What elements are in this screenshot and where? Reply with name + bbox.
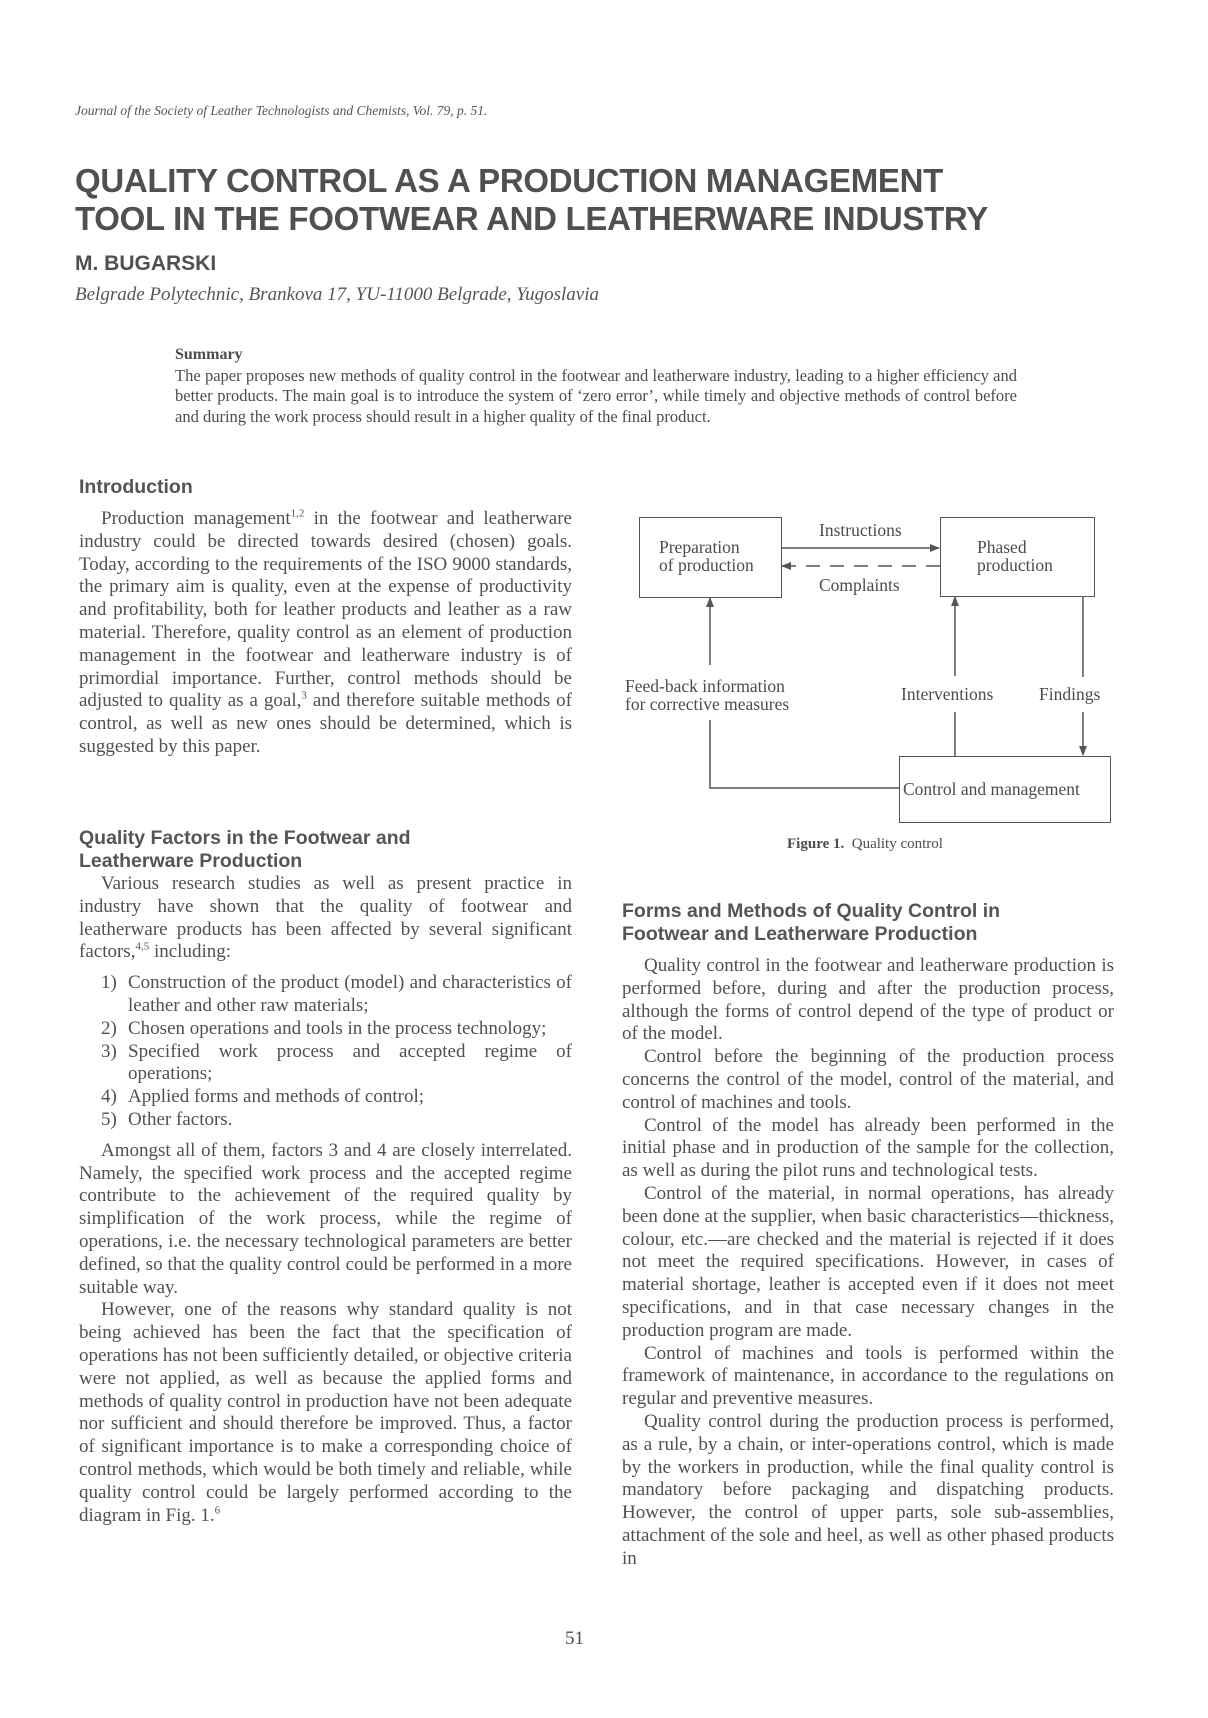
heading-line: Leatherware Production xyxy=(79,850,303,872)
factor-item xyxy=(101,1018,572,1041)
quality-factors-body xyxy=(79,873,572,1527)
title-line-1: QUALITY CONTROL AS A PRODUCTION MANAGEMENT xyxy=(75,162,944,199)
paragraph: Quality control during the production process is performed, as a rule, by a chain, or inter-operations control, which is made by the workers in production, while the final quality control is mandatory before packaging and dispatching products. However, the control of upper parts, sole sub-assemblies, attachment of the sole and heel, as well as other phased products in xyxy=(622,1410,1114,1569)
summary-heading: Summary xyxy=(175,346,243,363)
feedback-label: for corrective measures xyxy=(625,694,790,714)
paragraph: Control of the model has already been performed in the initial phase and in production of the sample for the collection, as well as during the pilot runs and technological tests. xyxy=(622,1114,1114,1182)
preparation-of-production-box xyxy=(639,517,782,598)
interventions-label: Interventions xyxy=(901,684,994,704)
control-and-management-box xyxy=(899,756,1111,823)
item-number: 4) xyxy=(101,1086,117,1108)
figure-caption xyxy=(610,836,1120,853)
findings-label: Findings xyxy=(1039,684,1101,704)
feedback-label: Feed-back information xyxy=(625,676,785,696)
phased-production-box xyxy=(940,517,1095,597)
paragraph: Amongst all of them, factors 3 and 4 are closely interrelated. Namely, the specified work process and the accepted regime contribute to the achievement of the required quality by simplification of the work process, while the regime of operations, i.e. the necessary technological parameters are better defined, so that the quality control could be performed in a more suitable way. xyxy=(79,1139,572,1298)
factors-list xyxy=(79,972,572,1132)
item-text: Chosen operations and tools in the process technology; xyxy=(128,1017,547,1039)
caption-label: Figure 1. xyxy=(787,836,845,852)
text-run: Various research studies as well as present practice in industry have shown that the quality of footwear and leatherware products has been affected by several significant factors, xyxy=(79,873,572,963)
introduction-body xyxy=(79,508,572,759)
item-text: Specified work process and accepted regime of operations; xyxy=(128,1040,572,1085)
paragraph: Control of machines and tools is performed within the framework of maintenance, in accordance to the regulations on regular and preventive measures. xyxy=(622,1342,1114,1410)
complaints-label: Complaints xyxy=(819,575,900,595)
title-line-2: TOOL IN THE FOOTWEAR AND LEATHERWARE INDUSTRY xyxy=(75,200,988,237)
item-number: 1) xyxy=(101,972,117,994)
citation-superscript: 4,5 xyxy=(135,941,150,954)
box-label: of production xyxy=(659,555,754,575)
paragraph: Quality control in the footwear and leatherware production is performed before, during and after the production process, although the forms of control depend of the type of product or of the model. xyxy=(622,955,1114,1045)
heading-line: Footwear and Leatherware Production xyxy=(622,923,978,945)
citation-superscript: 6 xyxy=(214,1504,221,1517)
factor-item xyxy=(101,1086,572,1109)
figure-quality-control-diagram xyxy=(610,500,1120,860)
quality-factors-heading xyxy=(79,827,572,873)
text-run: However, one of the reasons why standard quality is not being achieved has been the fact that the specification of operations has not been sufficiently detailed, or objective criteria were not applied, as well as because the applied forms and methods of quality control in production have not been adequate nor sufficient and should therefore be improved. Thus, a factor of significant importance is to make a corresponding choice of control methods, which would be both timely and reliable, while quality control could be largely performed according to the diagram in Fig. 1. xyxy=(79,1299,572,1526)
forms-methods-body xyxy=(622,955,1114,1571)
paragraph xyxy=(79,1299,572,1527)
item-number: 2) xyxy=(101,1017,117,1039)
citation-superscript: 1,2 xyxy=(290,507,305,520)
item-text: Other factors. xyxy=(128,1108,233,1130)
paragraph: Control before the beginning of the production process concerns the control of the model, control of the material, and control of machines and tools. xyxy=(622,1046,1114,1113)
box-label: production xyxy=(977,555,1053,575)
citation-superscript: 3 xyxy=(301,690,307,703)
page-number: 51 xyxy=(565,1628,584,1649)
factor-item xyxy=(101,1041,572,1087)
box-label: Control and management xyxy=(903,779,1080,799)
text-run: including: xyxy=(149,941,232,963)
box-label: Phased xyxy=(977,537,1027,557)
factor-item xyxy=(101,972,572,1018)
summary-text: The paper proposes new methods of quality control in the footwear and leatherware industry, leading to a higher efficiency and better products. The main goal is to introduce the system of ‘zero error’, while timely and objective methods of control before and during the work process should result in a higher quality of the final product. xyxy=(175,365,1017,426)
caption-text: Quality control xyxy=(851,836,943,852)
forms-methods-heading xyxy=(622,900,1114,946)
box-label: Preparation xyxy=(659,537,740,557)
item-text: Applied forms and methods of control; xyxy=(128,1086,425,1108)
affiliation: Belgrade Polytechnic, Brankova 17, YU-11000 Belgrade, Yugoslavia xyxy=(75,284,599,305)
text-run: Production management xyxy=(101,508,291,529)
item-number: 5) xyxy=(101,1108,117,1130)
factor-item xyxy=(101,1109,572,1132)
text-run: and therefore suitable methods of control, as well as new ones should be determined, which is suggested by this paper. xyxy=(79,690,572,757)
instructions-label: Instructions xyxy=(819,520,902,540)
item-text: Construction of the product (model) and characteristics of leather and other raw materials; xyxy=(128,972,572,1016)
heading-line: Quality Factors in the Footwear and xyxy=(79,827,411,849)
author: M. BUGARSKI xyxy=(75,252,217,275)
journal-citation: Journal of the Society of Leather Technologists and Chemists, Vol. 79, p. 51. xyxy=(75,103,488,118)
paragraph xyxy=(79,873,572,964)
introduction-paragraph xyxy=(79,508,572,759)
text-run: in the footwear and leatherware industry could be directed towards desired (chosen) goals. Today, according to the requirements of the ISO 9000 standards, the primary aim is quality, even at the expense of productivity and profitability, both for leather products and leather as a raw material. Therefore, quality control as an element of production management in the footwear and leatherware industry is of primordial importance. Further, control methods should be adjusted to quality as a goal, xyxy=(79,508,572,712)
article-title xyxy=(75,162,1155,238)
introduction-heading: Introduction xyxy=(79,476,193,498)
heading-line: Forms and Methods of Quality Control in xyxy=(622,900,1001,922)
summary-block xyxy=(175,345,1017,427)
paragraph: Control of the material, in normal operations, has already been done at the supplier, when basic characteristics—thickness, colour, etc.—are checked and the material is rejected if it does not meet the required specifications. However, in cases of material shortage, leather is accepted even if it does not meet specifications, and in that case necessary changes in the production program are made. xyxy=(622,1182,1114,1341)
item-number: 3) xyxy=(101,1040,117,1062)
